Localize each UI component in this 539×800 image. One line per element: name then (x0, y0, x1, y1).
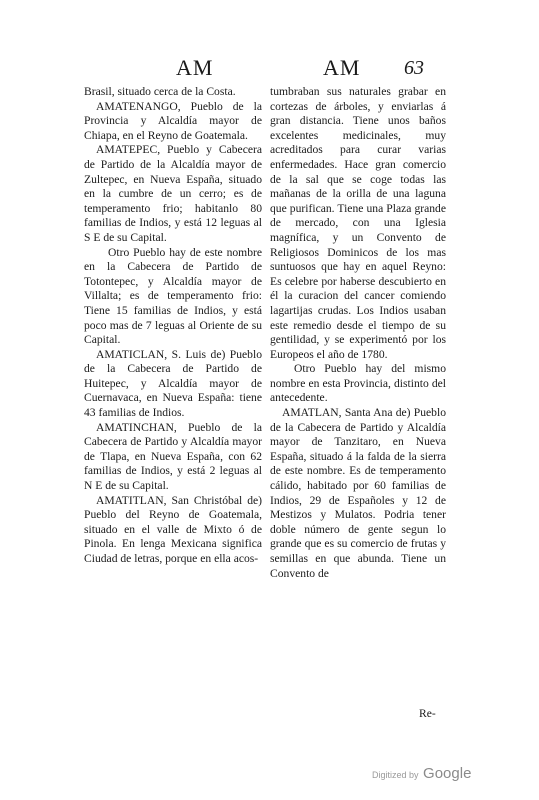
entry-paragraph: AMATITLAN, San Christóbal de) Pueblo del Reyno de Goatemala, situado en el valle de Mixto ó de Pinola. En lenga Mexicana significa Ciudad de letras, porque en ella acos- (84, 493, 262, 565)
entry-paragraph: Otro Pueblo hay del mismo nombre en esta Provincia, distinto del antecedente. (270, 362, 446, 405)
catchword: Re- (419, 707, 436, 720)
entry-paragraph: Otro Pueblo hay de este nombre en la Cabecera de Partido de Totontepec, y Alcaldía mayor de Villalta; es de temperamento frio: Tiene 15 familias de Indios, y está poco mas de 7 leguas al Oriente de su Capital. (84, 245, 262, 347)
watermark-brand: Google (423, 765, 472, 782)
left-text-column (84, 85, 262, 567)
page-number: 63 (404, 57, 424, 79)
watermark-prefix: Digitized by (372, 770, 419, 780)
entry-paragraph: AMATINCHAN, Pueblo de la Cabecera de Partido y Alcaldía mayor de Tlapa, en Nueva España, con 62 familias de Indios, y está 2 leguas al N E de su Capital. (84, 420, 262, 493)
entry-paragraph: AMATLAN, Santa Ana de) Pueblo de la Cabecera de Partido y Alcaldía mayor de Tanzitaro, en Nueva España, situado á la falda de la sierra de este nombre. Es de temperamento cálido, habitado por 60 familias de Indios, 29 de Españoles y 12 de Mestizos y Mulatos. Podria tener doble número de gente segun lo grande que es su comercio de frutas y semillas en que abunda. Tiene un Convento de (270, 406, 446, 580)
running-head-right: AM (323, 55, 361, 80)
entry-paragraph: tumbraban sus naturales grabar en cortezas de árboles, y enviarlas á gran distancia. Tiene unos baños excelentes medicinales, muy acreditados para curar varias enfermedades. Hace gran comercio de la sal que se coge todas las mañanas de la orilla de una laguna que purifican. Tiene una Plaza grande de mercado, con una Iglesia magnífica, y un Convento de Religiosos Dominicos de los mas suntuosos que hay en aquel Reyno: Es celebre por haberse descubierto en él la curacion del cancer comiendo lagartijas crudas. Los Indios usaban este remedio desde el tiempo de su gentilidad, y se experimentó por los Europeos el año de 1780. (270, 85, 446, 361)
entry-paragraph: AMATENANGO, Pueblo de la Provincia y Alcaldía mayor de Chiapa, en el Reyno de Goatemala. (84, 99, 262, 142)
entry-paragraph: AMATICLAN, S. Luis de) Pueblo de la Cabecera de Partido de Huitepec, y Alcaldía mayor de Cuernavaca, en Nueva España: tiene 43 familias de Indios. (84, 347, 262, 420)
digitized-watermark (372, 765, 471, 782)
entry-paragraph: Brasil, situado cerca de la Costa. (84, 85, 236, 98)
right-text-column (270, 85, 446, 581)
entry-paragraph: AMATEPEC, Pueblo y Cabecera de Partido de la Alcaldía mayor de Zultepec, en Nueva España, situado en la cumbre de un cerro; es de temperamento frio; habitanlo 80 familias de Indios, y está 12 leguas al S E de su Capital. (84, 143, 262, 244)
running-head-left: AM (176, 55, 214, 80)
